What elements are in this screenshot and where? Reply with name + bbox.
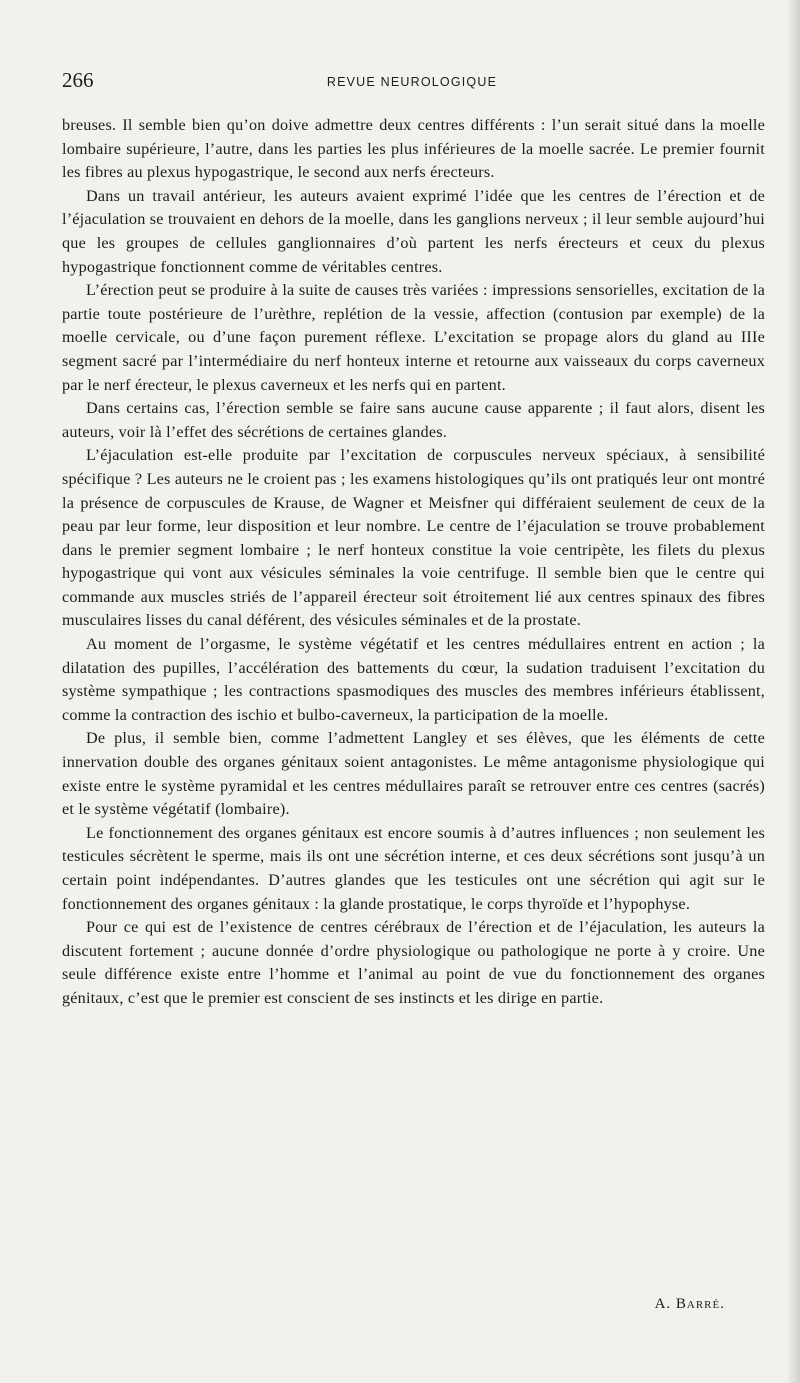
paragraph-1: breuses. Il semble bien qu’on doive admettre deux centres différents : l’un serait situé dans la moelle lombaire supérieure, l’autre, dans les parties les plus inférieures de la moelle sacrée. Le premier fournit les fibres au plexus hypogastrique, le second aux nerfs érecteurs. (62, 116, 765, 182)
paragraph-8: Le fonctionnement des organes génitaux est encore soumis à d’autres influences ; non seulement les testicules sécrètent le sperme, mais ils ont une sécrétion interne, et ces deux sécrétions sont jusqu’à un certain point indépendantes. D’autres glandes que les testicules ont une sécrétion qui agit sur le fonctionnement des organes génitaux : la glande prostatique, le corps thyroïde et l’hypophyse. (62, 823, 765, 913)
paragraph-4: Dans certains cas, l’érection semble se faire sans aucune cause apparente ; il faut alors, disent les auteurs, voir là l’effet des sécrétions de certaines glandes. (62, 399, 765, 441)
page-header (62, 68, 762, 98)
article-body (62, 114, 765, 1011)
paragraph-9: Pour ce qui est de l’existence de centres cérébraux de l’érection et de l’éjaculation, les auteurs la discutent fortement ; aucune donnée d’ordre physiologique ou pathologique ne porte à y croire. Une seule différence existe entre l’homme et l’animal au point de vue du fonctionnement des organes génitaux, c’est que le premier est conscient de ses instincts et les dirige en partie. (62, 918, 765, 1007)
paragraph-5: L’éjaculation est-elle produite par l’excitation de corpuscules nerveux spéciaux, à sensibilité spécifique ? Les auteurs ne le croient pas ; les examens histologiques qu’ils ont pratiqués leur ont montré la présence de corpuscules de Krause, de Wagner et Meisfner qui différaient seulement de ceux de la peau par leur forme, leur disposition et leur nombre. Le centre de l’éjaculation se trouve probablement dans le premier segment lombaire ; le nerf honteux constitue la voie centripète, les filets du plexus hypogastrique qui vont aux vésicules séminales la voie centrifuge. Il semble bien que le centre qui commande aux muscles striés de l’appareil érecteur soit étroitement lié aux centres spinaux des fibres musculaires lisses du canal déférent, des vésicules séminales et de la prostate. (62, 446, 765, 630)
page-number: 266 (62, 68, 94, 92)
paragraph-7: De plus, il semble bien, comme l’admettent Langley et ses élèves, que les éléments de cette innervation double des organes génitaux soient antagonistes. Le même antagonisme physiologique qui existe entre le système pyramidal et les centres médullaires paraît se retrouver entre ces centres (sacrés) et le système végétatif (lombaire). (62, 729, 765, 819)
paragraph-3: L’érection peut se produire à la suite de causes très variées : impressions sensorielles, excitation de la partie toute postérieure de l’urèthre, replétion de la vessie, affection (contusion par exemple) de la moelle cervicale, ou d’une façon purement réflexe. L’excitation se propage alors du gland au IIIe segment sacré par l’intermédiaire du nerf honteux interne et retourne aux vaisseaux du corps caverneux par le nerf érecteur, le plexus caverneux et les nerfs qui en partent. (62, 281, 765, 394)
page-edge-shadow (786, 0, 800, 1383)
paragraph-2: Dans un travail antérieur, les auteurs avaient exprimé l’idée que les centres de l’érection et de l’éjaculation se trouvaient en dehors de la moelle, dans les ganglions nerveux ; il leur semble aujourd’hui que les groupes de cellules ganglionnaires d’où partent les nerfs érecteurs et ceux du plexus hypogastrique fonctionnent comme de véritables centres. (62, 186, 765, 276)
running-title: REVUE NEUROLOGIQUE (326, 75, 498, 89)
paragraph-6: Au moment de l’orgasme, le système végétatif et les centres médullaires entrent en action ; la dilatation des pupilles, l’accélération des battements du cœur, la sudation traduisent l’excitation du système sympathique ; les contractions spasmodiques des muscles des membres inférieurs établissent, comme la contraction des ischio et bulbo-caverneux, la participation de la moelle. (62, 635, 765, 724)
author-signature: A. Barré. (654, 1296, 725, 1312)
